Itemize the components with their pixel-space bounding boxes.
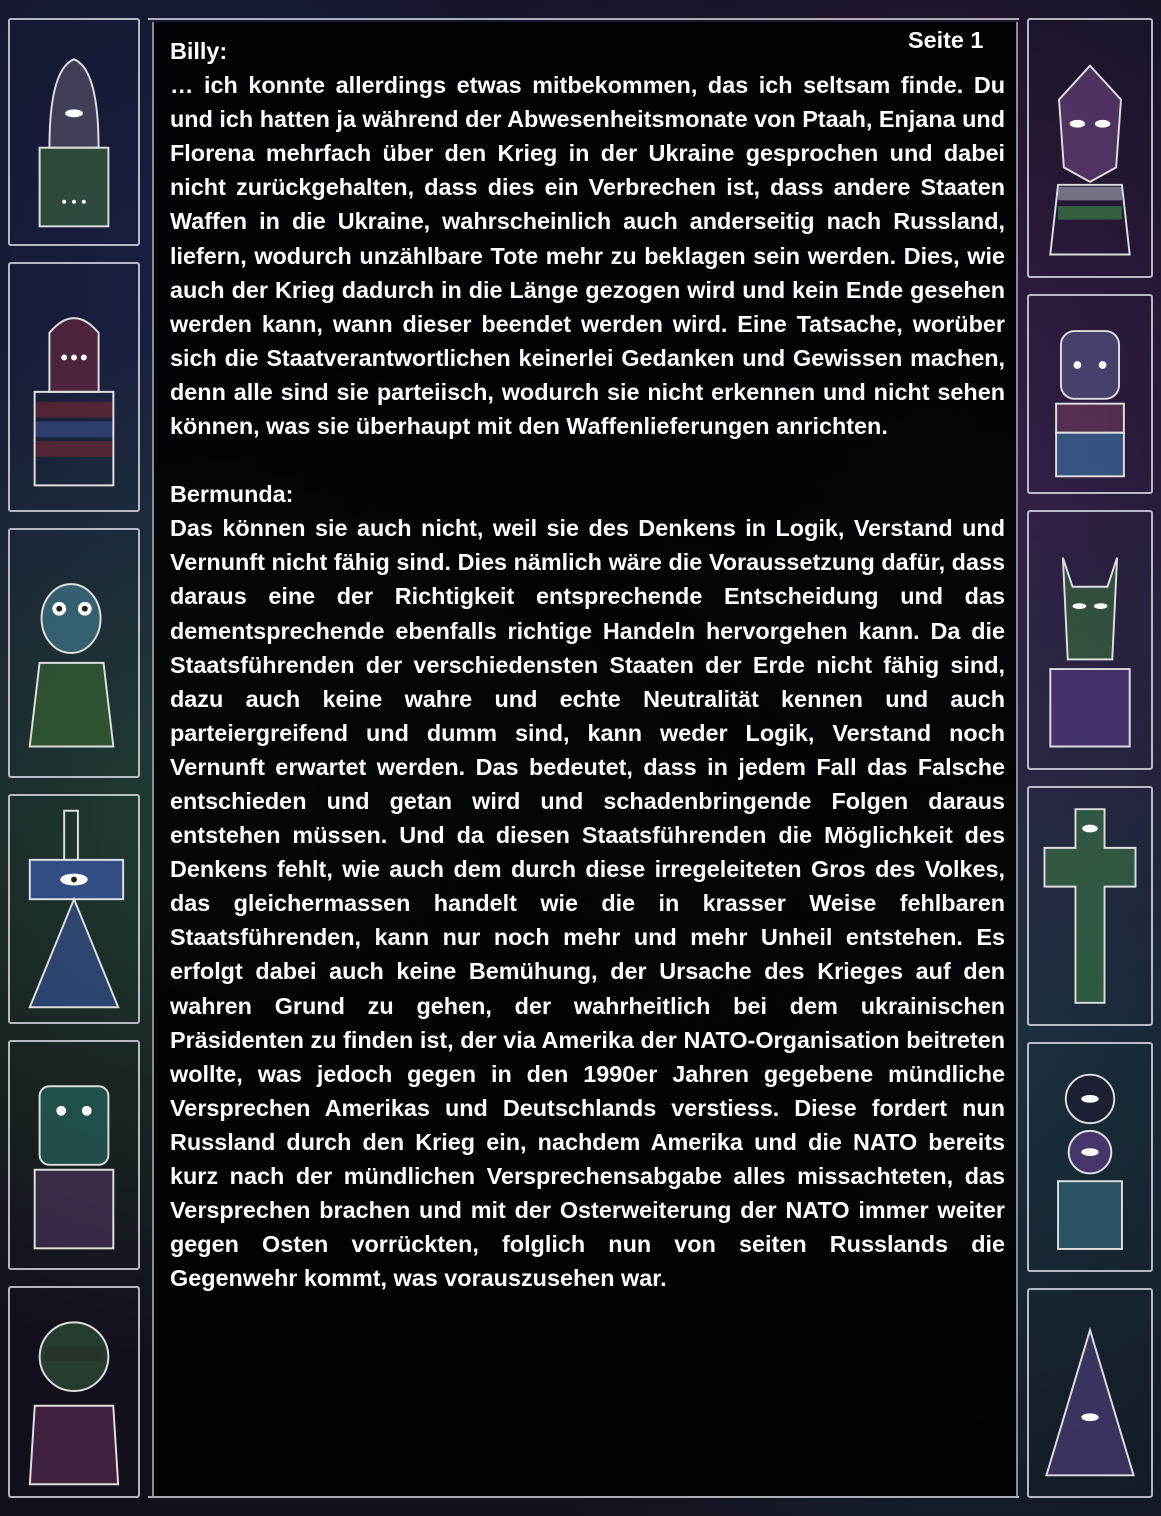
helmet-figure-drawing xyxy=(1029,296,1151,492)
horned-figure-drawing xyxy=(1029,512,1151,768)
blue-face-figure-drawing xyxy=(10,530,138,776)
speech-paragraph: Das können sie auch nicht, weil sie des Denkens in Logik, Verstand und Vernunft nicht fähig sind. Dies nämlich wäre die Voraussetzung dafür, dass daraus eine der Richtigkeit entsprechende Entscheidung und das dementsprechende ebenfalls richtige Handeln hervorgehen kann. Da die Staatsführenden der verschiedensten Staaten der Erde nicht fähig sind, dazu auch keine wahre und echte Neutralität kennen und auch parteiergreifend und dumm sind, kann weder Logik, Verstand noch Vernunft erwartet werden. Das bedeutet, dass in jedem Fall das Falsche entschieden und getan wird und schadenbringende Folgen daraus entstehen müssen. Und da diesen Staatsführenden die Möglichkeit des Denkens fehlt, wie auch dem durch diese irregeleiteten Gros des Volkes, das gleichermassen handelt wie die in krasser Weise fehlbaren Staatsführenden, kann nur noch mehr und mehr Unheil entstehen. Es erfolgt dabei auch keine Bemühung, der Ursache des Krieges auf den wahren Grund zu gehen, der wahrheitlich bei dem ukrainischen Präsidenten zu finden ist, der via Amerika der NATO-Organisation beitreten wollte, was jedoch gegen in den 1990er Jahren gegebene mündliche Versprechen Amerikas und Deutschlands verstiess. Diese fordert nun Russland durch den Krieg ein, nachdem Amerika und die NATO bereits kurz nach der mündlichen Versprechensabgabe alles missachteten, das Versprechen brachen und mit der Osterweiterung der NATO immer weiter gegen Osten vorrückten, folglich nun von seiten Russlands die Gegenwehr kommt, was vorauszusehen war. xyxy=(170,515,1005,1292)
speaker-name: Billy: xyxy=(170,38,228,64)
eye-block-figure-drawing xyxy=(10,796,138,1022)
masked-figure-drawing xyxy=(10,1288,138,1496)
figure-tile xyxy=(8,528,140,778)
figure-tile xyxy=(8,18,140,246)
striped-figure-drawing xyxy=(10,264,138,510)
bottom-frame-edge xyxy=(148,1496,1019,1516)
triangle-figure-drawing xyxy=(1029,1290,1151,1496)
top-frame-edge xyxy=(148,0,1019,20)
figure-tile xyxy=(1027,18,1153,278)
mask-face-figure-drawing xyxy=(1029,20,1151,276)
right-figure-border xyxy=(1019,0,1161,1516)
figure-tile xyxy=(1027,510,1153,770)
figure-tile xyxy=(8,794,140,1024)
speaker-name: Bermunda: xyxy=(170,481,294,508)
figure-tile xyxy=(8,1040,140,1270)
figure-tile xyxy=(1027,786,1153,1026)
figure-tile xyxy=(8,1286,140,1498)
figure-tile xyxy=(1027,294,1153,494)
figure-tile xyxy=(1027,1042,1153,1272)
speech-paragraph: … ich konnte allerdings etwas mitbekommen, das ich seltsam finde. Du und ich hatten ja während der Abwesenheitsmonate von Ptaah, Enjana und Florena mehrfach über den Krieg in der Ukraine gesprochen und dabei nicht zurückgehalten, dass dies ein Verbrechen ist, dass andere Staaten Waffen in die Ukraine, wahrscheinlich auch anderseitig nach Russland, liefern, wodurch unzählbare Tote mehr zu beklagen sein werden. Dies, wie auch der Krieg dadurch in die Länge gezogen wird und kein Ende gesehen werden kann, wann dieser beendet werden wird. Eine Tatsache, worüber sich die Staatverantwortlichen keinerlei Gedanken und Gewissen machen, denn alle sind sie parteiisch, wodurch sie nicht erkennen und nicht sehen können, was sie überhaupt mit den Waffenlieferungen anrichten. xyxy=(170,72,1005,440)
paragraph-spacer xyxy=(170,443,1005,477)
dialogue-body xyxy=(170,34,1005,1295)
left-figure-border xyxy=(0,0,148,1516)
hooded-figure-drawing xyxy=(10,20,138,244)
green-figure-drawing xyxy=(10,1042,138,1268)
figure-tile xyxy=(1027,1288,1153,1498)
page-number: Seite 1 xyxy=(908,27,984,53)
cross-figure-drawing xyxy=(1029,788,1151,1024)
figure-tile xyxy=(8,262,140,512)
stacked-eyes-figure-drawing xyxy=(1029,1044,1151,1270)
